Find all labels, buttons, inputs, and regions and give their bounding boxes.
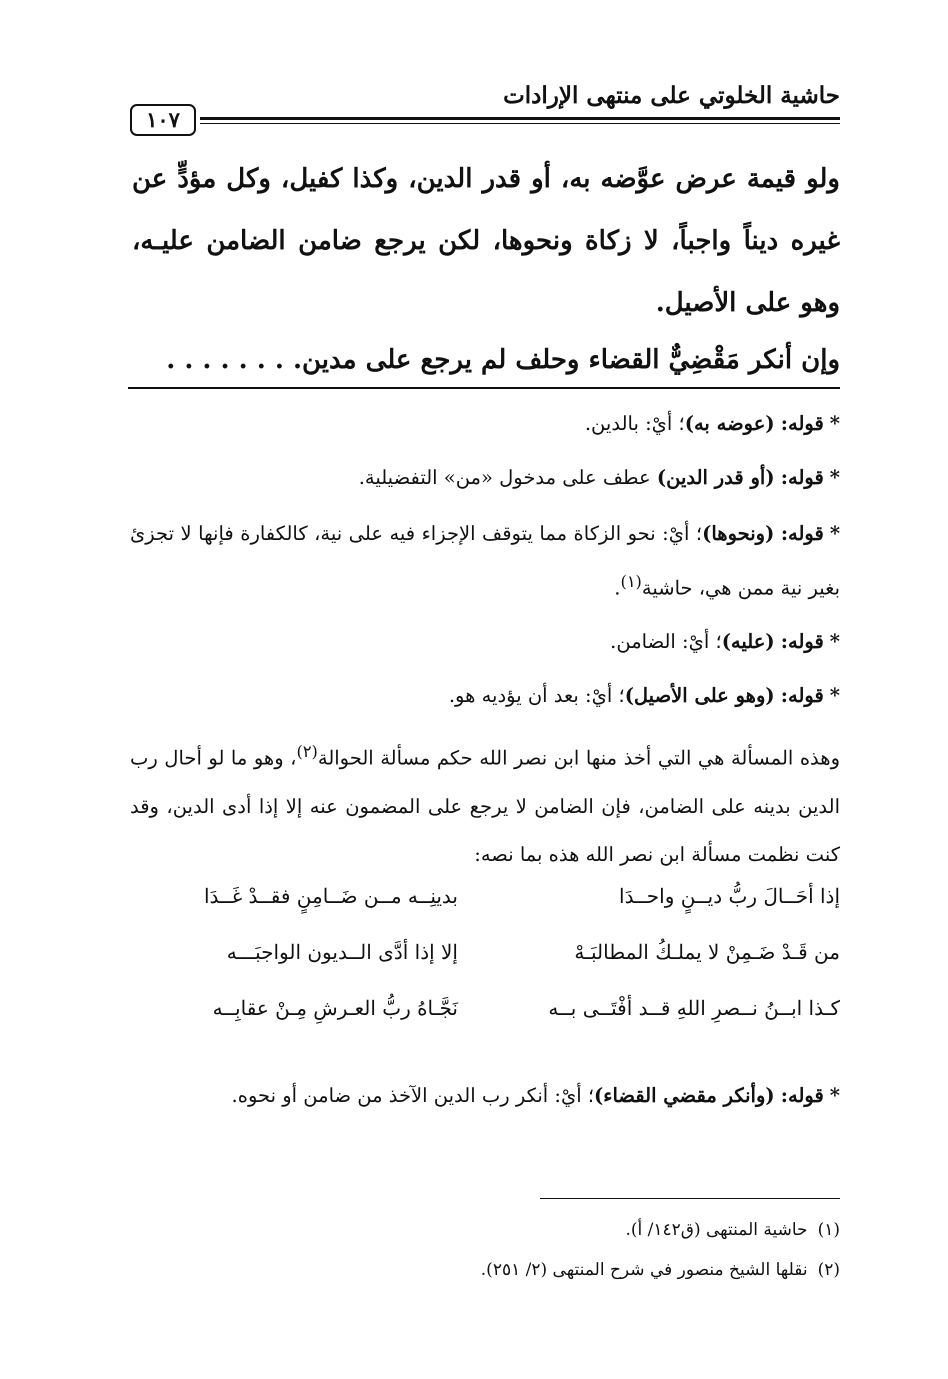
main-text-separator — [128, 387, 840, 389]
commentary-quote: (أو قدر الدين) — [656, 466, 775, 489]
main-text-paragraph-1: ولو قيمة عرض عوَّضه به، أو قدر الدين، وكذا كفيل، وكل مؤدٍّ عن غيره ديناً واجباً، لا زكاة ونحوها، لكن يرجع ضامن الضامن عليـه، وهو على الأصيل. — [132, 164, 840, 318]
commentary-label: قوله: — [780, 1084, 824, 1107]
commentary-item-6 — [130, 1072, 840, 1120]
commentary-item-5 — [130, 672, 840, 720]
commentary-text: ؛ أيْ: نحو الزكاة مما يتوقف الإجزاء فيه على نية، كالكفارة فإنها لا تجزئ بغير نية ممن هي، حاشية — [130, 522, 840, 600]
commentary-quote: (وهو على الأصيل) — [624, 684, 775, 707]
commentary-text: ؛ أيْ: بعد أن يؤديه هو. — [448, 684, 625, 707]
commentary-item-2 — [130, 454, 840, 502]
asterisk-bullet-icon: * — [829, 412, 840, 435]
poem-second-hemistich: بدينِــه مــن ضَــامِنٍ فقــدْ غَــدَا — [203, 884, 458, 908]
poem-second-hemistich: نَجَّـاهُ ربُّ العـرشِ مِـنْ عقابِــه — [212, 996, 458, 1020]
commentary-label: قوله: — [780, 684, 824, 707]
footnote-2 — [128, 1250, 840, 1290]
body-paragraph — [130, 728, 840, 879]
running-header-title: حاشية الخلوتي على منتهى الإرادات — [503, 82, 840, 109]
footnote-separator — [540, 1198, 840, 1199]
asterisk-bullet-icon: * — [829, 630, 840, 653]
commentary-label: قوله: — [780, 466, 824, 489]
footnote-text: حاشية المنتهى (ق١٤٢/ أ). — [625, 1220, 808, 1240]
poem-first-hemistich: كـذا ابــنُ نــصرِ اللهِ قــد أفْتَــى بــه — [548, 996, 840, 1020]
commentary-label: قوله: — [780, 412, 824, 435]
header-rule-thick — [200, 117, 840, 120]
commentary-quote: (عوضه به) — [684, 412, 775, 435]
footnote-text: نقلها الشيخ منصور في شرح المنتهى (٢/ ٢٥١). — [480, 1260, 808, 1280]
asterisk-bullet-icon: * — [829, 1084, 840, 1107]
main-text-paragraph-2: وإن أنكر مَقْضِيٌّ القضاء وحلف لم يرجع على مدين. . . . . . . . — [166, 345, 840, 375]
header-rule-thin — [200, 123, 840, 124]
poem-first-hemistich: من قَـدْ ضَـمِنْ لا يملـكُ المطالبَـهْ — [574, 940, 840, 964]
poem-verse — [128, 996, 840, 1052]
commentary-label: قوله: — [780, 522, 824, 545]
commentary-label: قوله: — [780, 630, 824, 653]
poem — [128, 884, 840, 1052]
footnote-ref: (٢) — [296, 742, 318, 761]
commentary-tail: . — [614, 576, 621, 600]
poem-verse — [128, 884, 840, 940]
asterisk-bullet-icon: * — [829, 466, 840, 489]
commentary-item-4 — [130, 618, 840, 666]
commentary-item-1 — [130, 400, 840, 448]
asterisk-bullet-icon: * — [829, 522, 841, 545]
commentary-text: عطف على مدخول «من» التفضيلية. — [358, 466, 657, 489]
footnotes — [128, 1210, 840, 1290]
asterisk-bullet-icon: * — [829, 684, 840, 707]
poem-second-hemistich: إلا إذا أدَّى الــديون الواجبَـــه — [226, 940, 458, 964]
commentary-text: ؛ أيْ: بالدين. — [584, 412, 685, 435]
commentary-quote: (ونحوها) — [702, 522, 775, 545]
footnote-ref: (١) — [620, 572, 642, 591]
commentary-quote: (وأنكر مقضي القضاء) — [594, 1084, 775, 1107]
footnote-1 — [128, 1210, 840, 1250]
paragraph-text-before: وهذه المسألة هي التي أخذ منها ابن نصر الله حكم مسألة الحوالة — [317, 746, 840, 770]
commentary-text: ؛ أيْ: أنكر رب الدين الآخذ من ضامن أو نحوه. — [231, 1084, 595, 1107]
page-number-box: ١٠٧ — [130, 104, 196, 136]
commentary-quote: (عليه) — [721, 630, 775, 653]
footnote-number: (١) — [817, 1220, 840, 1240]
footnote-number: (٢) — [817, 1260, 840, 1280]
commentary-item-3 — [130, 510, 840, 613]
commentary-text: ؛ أيْ: الضامن. — [610, 630, 722, 653]
paragraph-text-after: ، وهو ما لو أحال رب الدين بدينه على الضامن، فإن الضامن لا يرجع على المضمون عنه إلا إذا أدى الدين، وقد كنت نظمت مسألة ابن نصر الله هذه بما نصه: — [130, 746, 840, 866]
poem-verse — [128, 940, 840, 996]
poem-first-hemistich: إذا أحَــالَ ربُّ ديــنٍ واحــدَا — [619, 884, 840, 908]
